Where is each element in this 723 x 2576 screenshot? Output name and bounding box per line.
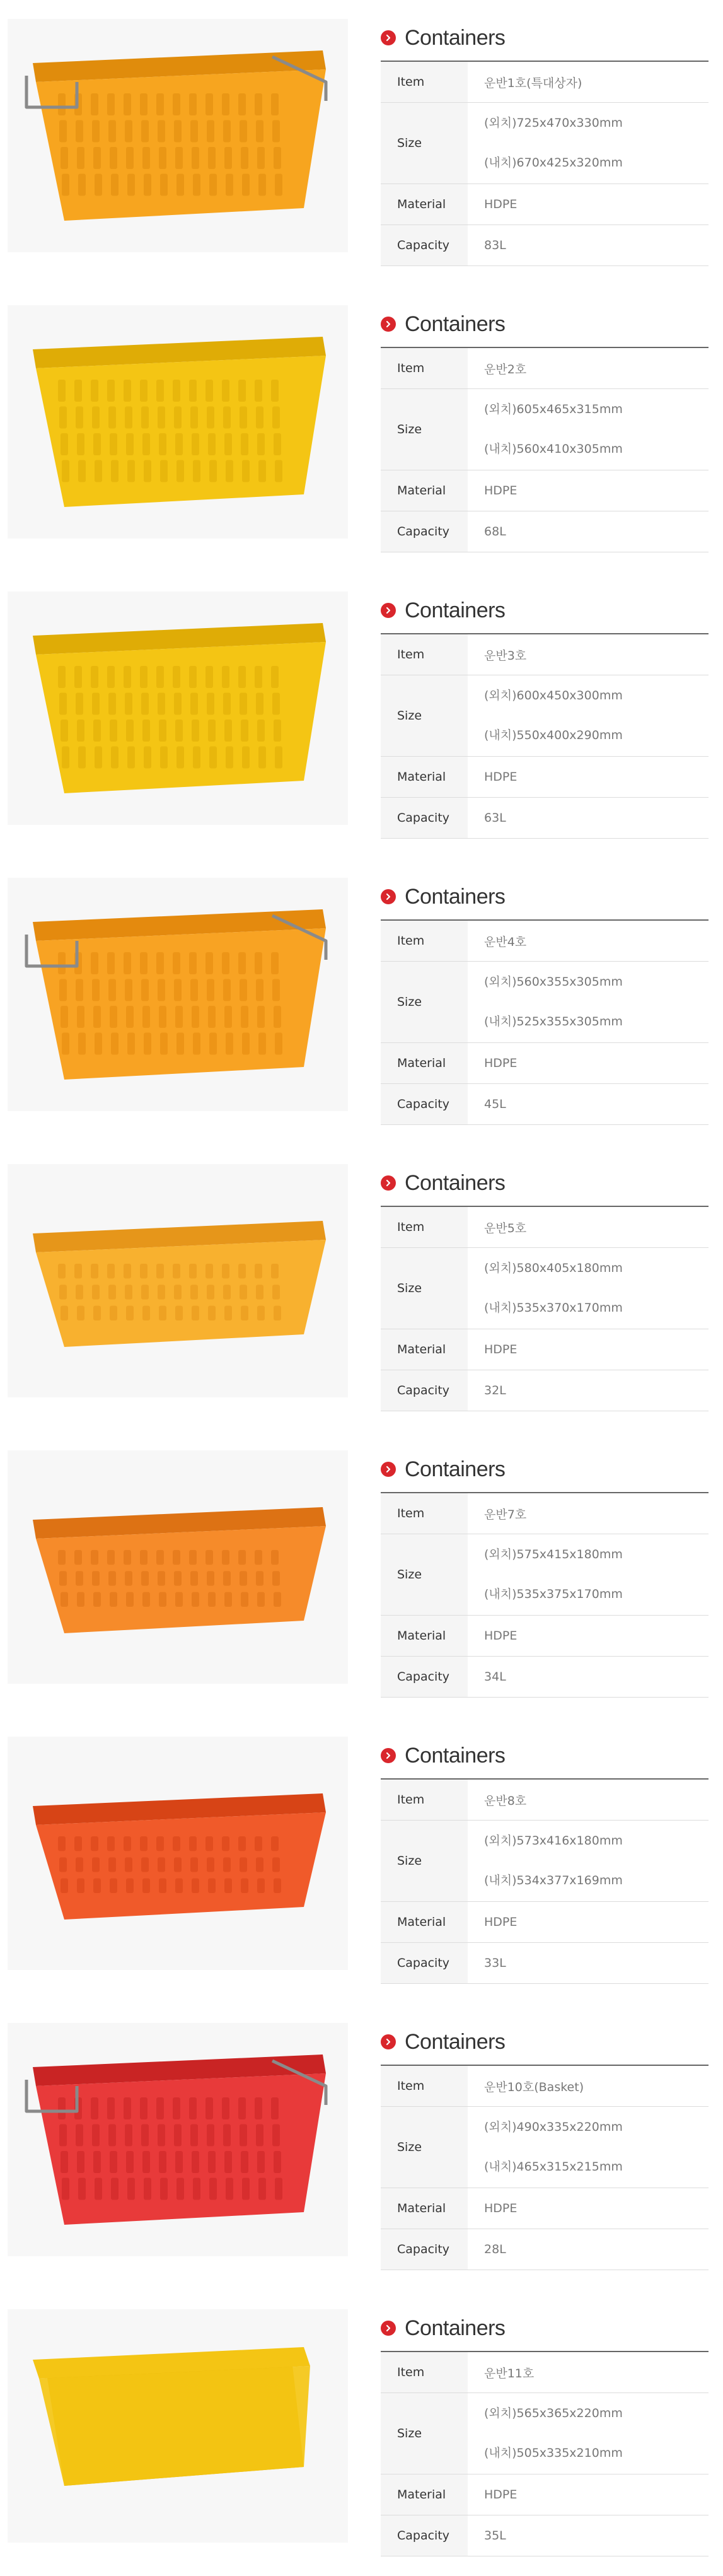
size-value bbox=[468, 1821, 709, 1902]
spec-row-material bbox=[381, 2188, 709, 2229]
capacity-value: 28L bbox=[468, 2229, 709, 2270]
capacity-value: 68L bbox=[468, 511, 709, 552]
size-value bbox=[468, 2393, 709, 2474]
item-label: Item bbox=[381, 1206, 468, 1248]
spec-row-capacity bbox=[381, 2515, 709, 2556]
item-label: Item bbox=[381, 347, 468, 389]
spec-table bbox=[381, 2065, 709, 2270]
spec-row-size bbox=[381, 2393, 709, 2474]
capacity-label: Capacity bbox=[381, 225, 468, 266]
capacity-value: 45L bbox=[468, 1084, 709, 1125]
product-info bbox=[381, 24, 709, 266]
spec-row-capacity bbox=[381, 1657, 709, 1698]
size-label: Size bbox=[381, 1821, 468, 1902]
product-image bbox=[8, 305, 348, 539]
size-label: Size bbox=[381, 962, 468, 1043]
material-label: Material bbox=[381, 1616, 468, 1657]
chevron-right-icon bbox=[381, 30, 396, 45]
spec-row-size bbox=[381, 675, 709, 757]
material-value: HDPE bbox=[468, 2188, 709, 2229]
size-label: Size bbox=[381, 2107, 468, 2188]
size-inner-value: (내치)535x375x170mm bbox=[484, 1587, 623, 1601]
item-label: Item bbox=[381, 1493, 468, 1534]
product-image bbox=[8, 592, 348, 825]
spec-table bbox=[381, 2351, 709, 2556]
spec-row-material bbox=[381, 1043, 709, 1084]
spec-row-item bbox=[381, 61, 709, 103]
product-info bbox=[381, 2314, 709, 2556]
item-value: 운반3호 bbox=[468, 634, 709, 675]
spec-row-size bbox=[381, 1248, 709, 1329]
material-value: HDPE bbox=[468, 470, 709, 511]
size-label: Size bbox=[381, 1248, 468, 1329]
spec-row-item bbox=[381, 1493, 709, 1534]
size-label: Size bbox=[381, 389, 468, 470]
capacity-value: 63L bbox=[468, 798, 709, 839]
spec-table bbox=[381, 1492, 709, 1698]
item-label: Item bbox=[381, 920, 468, 962]
product-card bbox=[0, 1431, 723, 1684]
size-outer-value: (외치)573x416x180mm bbox=[484, 1834, 623, 1848]
spec-row-material bbox=[381, 470, 709, 511]
capacity-value: 83L bbox=[468, 225, 709, 266]
spec-row-size bbox=[381, 389, 709, 470]
item-label: Item bbox=[381, 1779, 468, 1821]
spec-row-material bbox=[381, 2474, 709, 2515]
size-outer-value: (외치)725x470x330mm bbox=[484, 116, 623, 130]
product-info bbox=[381, 1169, 709, 1411]
item-value: 운반2호 bbox=[468, 347, 709, 389]
chevron-right-icon bbox=[381, 2034, 396, 2049]
spec-table bbox=[381, 1206, 709, 1411]
section-heading bbox=[381, 1455, 709, 1483]
spec-row-item bbox=[381, 634, 709, 675]
spec-table bbox=[381, 633, 709, 839]
section-heading bbox=[381, 2028, 709, 2056]
item-value: 운반5호 bbox=[468, 1206, 709, 1248]
product-image bbox=[8, 2023, 348, 2256]
material-label: Material bbox=[381, 757, 468, 798]
section-title: Containers bbox=[405, 2316, 506, 2340]
crate-illustration bbox=[8, 305, 348, 539]
product-image bbox=[8, 1737, 348, 1970]
capacity-value: 33L bbox=[468, 1943, 709, 1984]
capacity-value: 32L bbox=[468, 1370, 709, 1411]
product-card bbox=[0, 859, 723, 1111]
crate-illustration bbox=[8, 592, 348, 825]
spec-row-item bbox=[381, 1206, 709, 1248]
material-value: HDPE bbox=[468, 184, 709, 225]
material-value: HDPE bbox=[468, 757, 709, 798]
size-label: Size bbox=[381, 675, 468, 757]
material-value: HDPE bbox=[468, 1616, 709, 1657]
spec-row-size bbox=[381, 1821, 709, 1902]
product-image bbox=[8, 19, 348, 252]
spec-row-capacity bbox=[381, 1084, 709, 1125]
spec-row-size bbox=[381, 1534, 709, 1616]
capacity-label: Capacity bbox=[381, 1943, 468, 1984]
section-heading bbox=[381, 597, 709, 624]
capacity-value: 35L bbox=[468, 2515, 709, 2556]
spec-row-capacity bbox=[381, 1370, 709, 1411]
crate-illustration bbox=[8, 1450, 348, 1684]
spec-row-material bbox=[381, 1616, 709, 1657]
size-inner-value: (내치)505x335x210mm bbox=[484, 2446, 623, 2460]
size-outer-value: (외치)580x405x180mm bbox=[484, 1261, 623, 1275]
size-value bbox=[468, 103, 709, 184]
chevron-right-icon bbox=[381, 1175, 396, 1191]
size-label: Size bbox=[381, 1534, 468, 1616]
product-info bbox=[381, 2028, 709, 2270]
size-value bbox=[468, 389, 709, 470]
section-title: Containers bbox=[405, 1743, 506, 1768]
chevron-right-icon bbox=[381, 2321, 396, 2336]
product-card bbox=[0, 0, 723, 252]
material-label: Material bbox=[381, 2474, 468, 2515]
item-value: 운반4호 bbox=[468, 920, 709, 962]
section-title: Containers bbox=[405, 598, 506, 622]
product-image bbox=[8, 2309, 348, 2543]
capacity-label: Capacity bbox=[381, 1084, 468, 1125]
size-inner-value: (내치)560x410x305mm bbox=[484, 442, 623, 456]
size-value bbox=[468, 1248, 709, 1329]
size-value bbox=[468, 675, 709, 757]
spec-row-material bbox=[381, 1329, 709, 1370]
product-info bbox=[381, 1742, 709, 1984]
size-outer-value: (외치)600x450x300mm bbox=[484, 689, 623, 702]
spec-row-capacity bbox=[381, 798, 709, 839]
size-outer-value: (외치)565x365x220mm bbox=[484, 2406, 623, 2420]
product-image bbox=[8, 878, 348, 1111]
spec-row-size bbox=[381, 2107, 709, 2188]
crate-illustration bbox=[8, 2309, 348, 2543]
spec-row-material bbox=[381, 1902, 709, 1943]
size-inner-value: (내치)550x400x290mm bbox=[484, 728, 623, 742]
spec-row-size bbox=[381, 962, 709, 1043]
spec-row-material bbox=[381, 757, 709, 798]
spec-table bbox=[381, 1778, 709, 1984]
chevron-right-icon bbox=[381, 889, 396, 904]
section-title: Containers bbox=[405, 1457, 506, 1481]
section-title: Containers bbox=[405, 312, 506, 336]
section-heading bbox=[381, 1169, 709, 1197]
material-value: HDPE bbox=[468, 1902, 709, 1943]
spec-row-capacity bbox=[381, 2229, 709, 2270]
section-title: Containers bbox=[405, 1170, 506, 1195]
size-outer-value: (외치)575x415x180mm bbox=[484, 1547, 623, 1561]
material-label: Material bbox=[381, 1329, 468, 1370]
spec-row-material bbox=[381, 184, 709, 225]
material-label: Material bbox=[381, 184, 468, 225]
material-value: HDPE bbox=[468, 2474, 709, 2515]
crate-illustration bbox=[8, 1164, 348, 1397]
chevron-right-icon bbox=[381, 317, 396, 332]
material-label: Material bbox=[381, 2188, 468, 2229]
spec-row-capacity bbox=[381, 511, 709, 552]
material-value: HDPE bbox=[468, 1043, 709, 1084]
product-info bbox=[381, 310, 709, 552]
material-label: Material bbox=[381, 470, 468, 511]
section-title: Containers bbox=[405, 25, 506, 50]
material-value: HDPE bbox=[468, 1329, 709, 1370]
product-image bbox=[8, 1450, 348, 1684]
chevron-right-icon bbox=[381, 603, 396, 618]
section-heading bbox=[381, 24, 709, 52]
product-card bbox=[0, 2290, 723, 2543]
product-card bbox=[0, 1718, 723, 1970]
capacity-label: Capacity bbox=[381, 511, 468, 552]
item-label: Item bbox=[381, 634, 468, 675]
capacity-label: Capacity bbox=[381, 798, 468, 839]
item-value: 운반1호(특대상자) bbox=[468, 61, 709, 103]
size-outer-value: (외치)490x335x220mm bbox=[484, 2120, 623, 2134]
capacity-label: Capacity bbox=[381, 1370, 468, 1411]
crate-illustration bbox=[8, 2023, 348, 2256]
spec-row-item bbox=[381, 920, 709, 962]
product-card bbox=[0, 2004, 723, 2256]
section-heading bbox=[381, 883, 709, 911]
size-outer-value: (외치)560x355x305mm bbox=[484, 975, 623, 989]
product-image bbox=[8, 1164, 348, 1397]
section-heading bbox=[381, 2314, 709, 2342]
product-card bbox=[0, 1145, 723, 1397]
spec-row-item bbox=[381, 2065, 709, 2107]
size-outer-value: (외치)605x465x315mm bbox=[484, 402, 623, 416]
spec-row-capacity bbox=[381, 225, 709, 266]
product-info bbox=[381, 883, 709, 1125]
section-heading bbox=[381, 1742, 709, 1769]
section-title: Containers bbox=[405, 884, 506, 909]
section-heading bbox=[381, 310, 709, 338]
product-info bbox=[381, 1455, 709, 1698]
size-inner-value: (내치)535x370x170mm bbox=[484, 1301, 623, 1315]
spec-table bbox=[381, 61, 709, 266]
size-inner-value: (내치)670x425x320mm bbox=[484, 156, 623, 170]
item-label: Item bbox=[381, 2352, 468, 2393]
section-title: Containers bbox=[405, 2029, 506, 2054]
item-value: 운반7호 bbox=[468, 1493, 709, 1534]
item-label: Item bbox=[381, 2065, 468, 2107]
crate-illustration bbox=[8, 1737, 348, 1970]
spec-table bbox=[381, 919, 709, 1125]
size-value bbox=[468, 1534, 709, 1616]
chevron-right-icon bbox=[381, 1748, 396, 1763]
spec-row-item bbox=[381, 347, 709, 389]
material-label: Material bbox=[381, 1902, 468, 1943]
capacity-value: 34L bbox=[468, 1657, 709, 1698]
spec-table bbox=[381, 347, 709, 552]
product-card bbox=[0, 573, 723, 825]
crate-illustration bbox=[8, 19, 348, 252]
spec-row-item bbox=[381, 1779, 709, 1821]
size-inner-value: (내치)465x315x215mm bbox=[484, 2160, 623, 2174]
item-label: Item bbox=[381, 61, 468, 103]
size-value bbox=[468, 2107, 709, 2188]
item-value: 운반11호 bbox=[468, 2352, 709, 2393]
capacity-label: Capacity bbox=[381, 1657, 468, 1698]
spec-row-size bbox=[381, 103, 709, 184]
product-card bbox=[0, 286, 723, 539]
chevron-right-icon bbox=[381, 1462, 396, 1477]
product-info bbox=[381, 597, 709, 839]
capacity-label: Capacity bbox=[381, 2229, 468, 2270]
size-label: Size bbox=[381, 2393, 468, 2474]
material-label: Material bbox=[381, 1043, 468, 1084]
capacity-label: Capacity bbox=[381, 2515, 468, 2556]
item-value: 운반8호 bbox=[468, 1779, 709, 1821]
size-value bbox=[468, 962, 709, 1043]
size-label: Size bbox=[381, 103, 468, 184]
crate-illustration bbox=[8, 878, 348, 1111]
spec-row-capacity bbox=[381, 1943, 709, 1984]
item-value: 운반10호(Basket) bbox=[468, 2065, 709, 2107]
size-inner-value: (내치)534x377x169mm bbox=[484, 1874, 623, 1887]
spec-row-item bbox=[381, 2352, 709, 2393]
size-inner-value: (내치)525x355x305mm bbox=[484, 1015, 623, 1029]
